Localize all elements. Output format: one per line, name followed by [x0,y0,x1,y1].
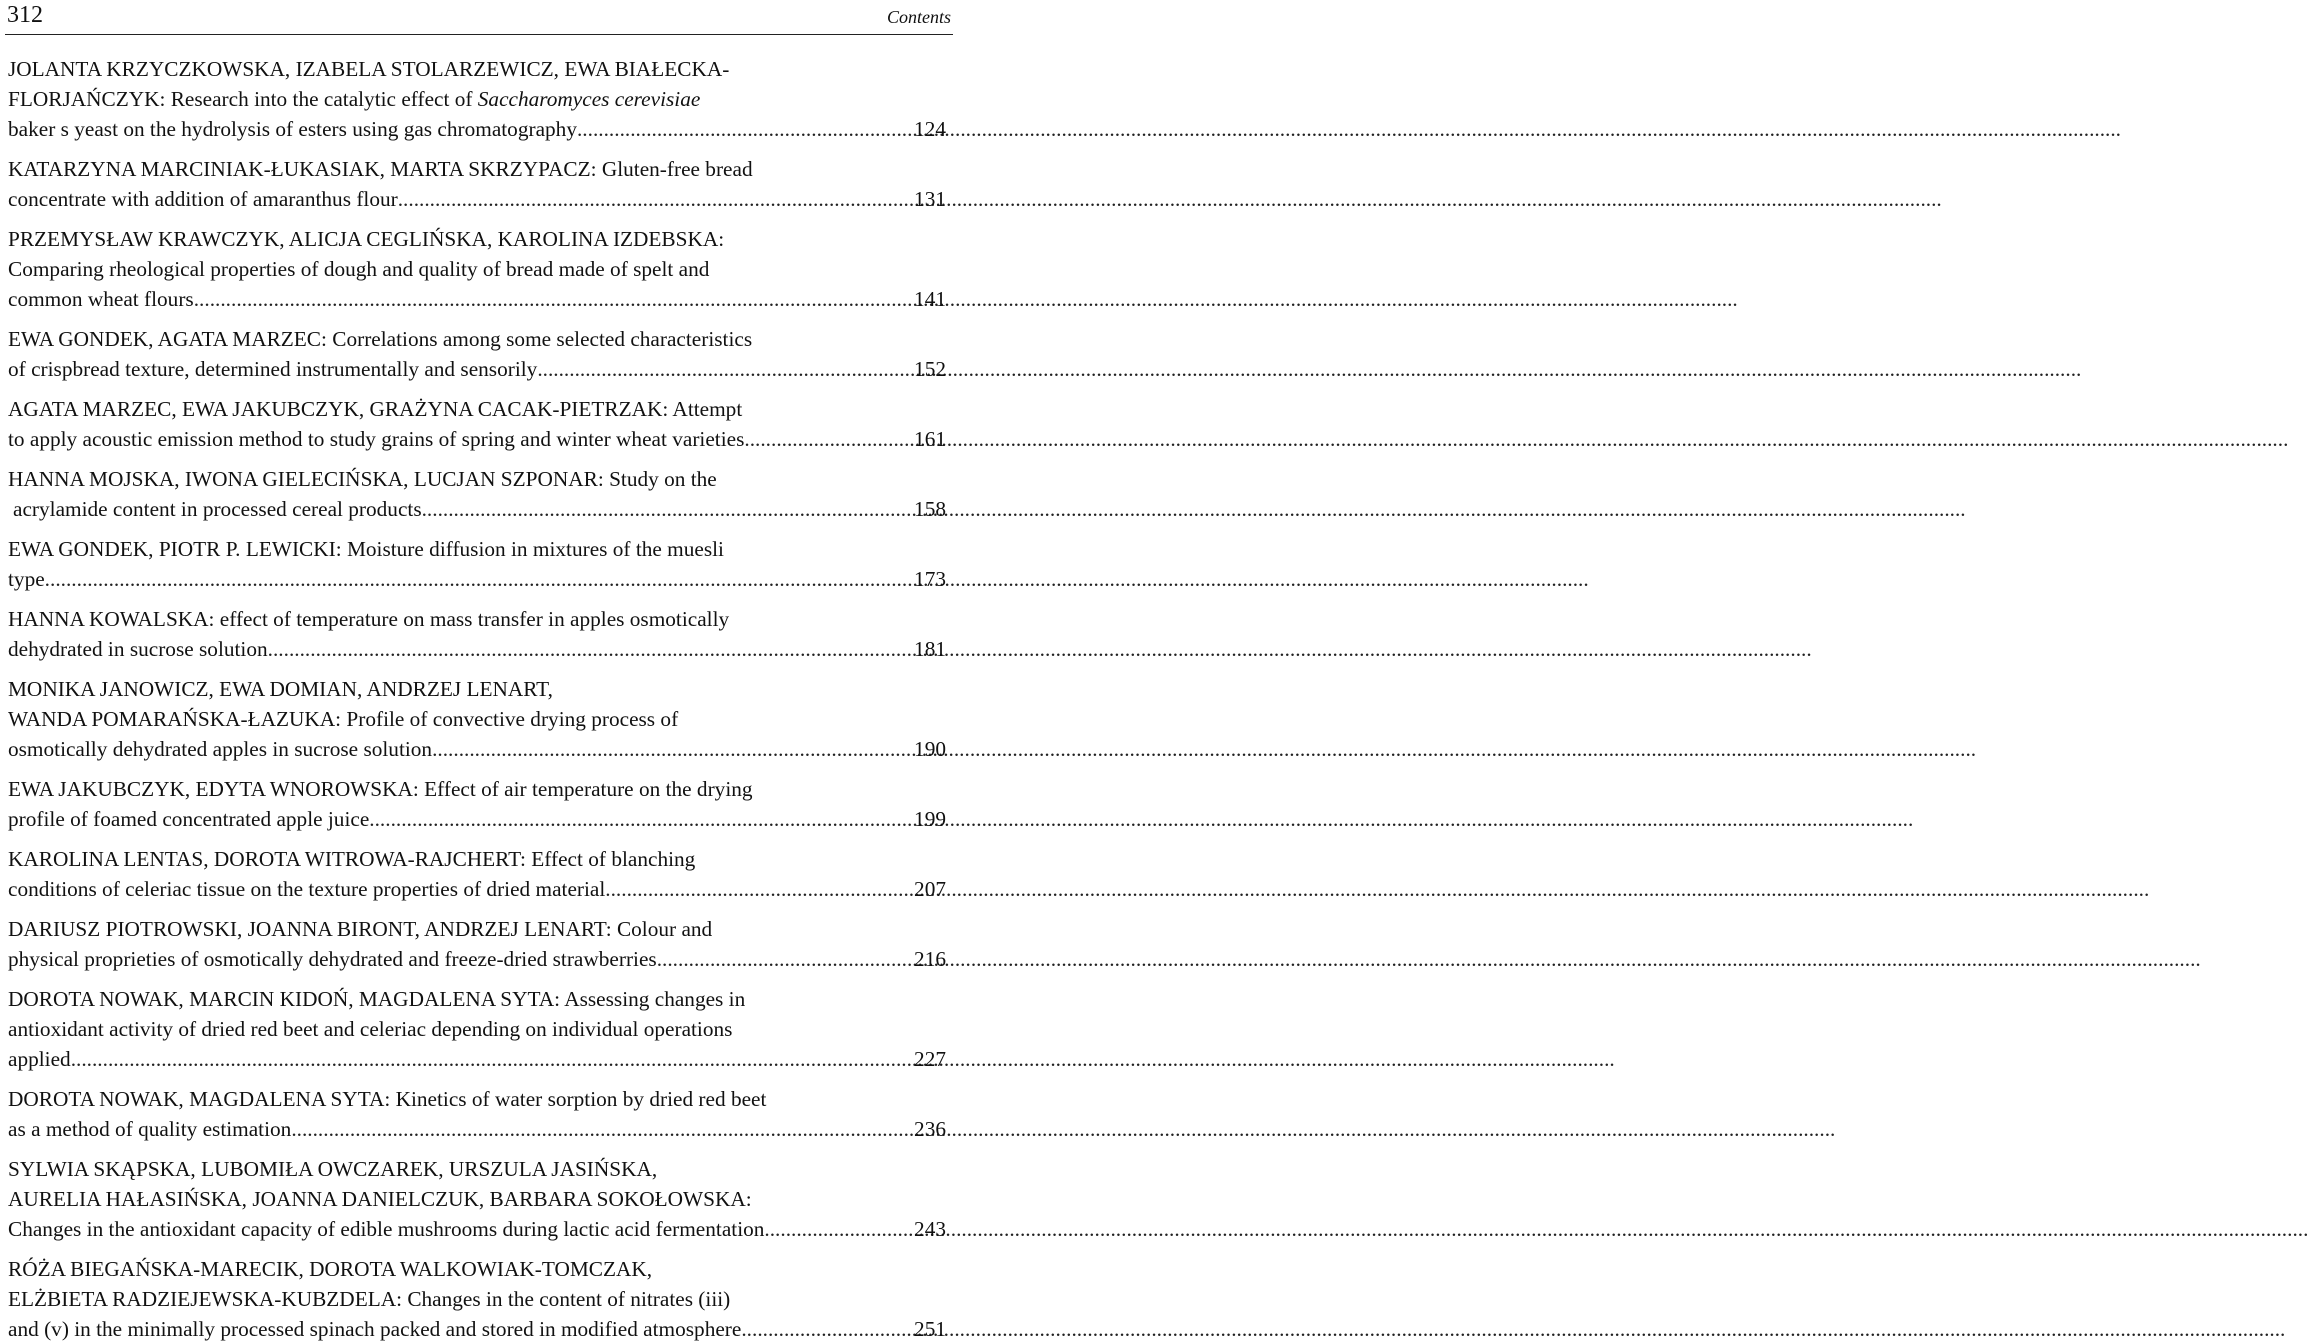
toc-entry-last-line [8,874,946,904]
toc-page-number: 243 [914,1217,946,1241]
toc-page-number: 161 [914,427,946,451]
dot-leader [194,284,912,314]
dot-leader [764,1214,912,1244]
toc-entry-last-line [8,1114,946,1144]
dot-leader [268,634,912,664]
toc-entry-text: dehydrated in sucrose solution [8,637,268,661]
toc-entry-line: antioxidant activity of dried red beet and celeriac depending on individual operations [8,1017,733,1041]
toc-entry-line: DARIUSZ PIOTROWSKI, JOANNA BIRONT, ANDRZEJ LENART: Colour and [8,917,713,941]
toc-entry [8,1154,946,1244]
toc-entry [8,844,946,904]
toc-entry [8,674,946,764]
dot-leader [291,1114,912,1144]
toc-entry [8,324,946,384]
dot-leader [71,1044,912,1074]
toc-page-number: 199 [914,807,946,831]
toc-page-number: 216 [914,947,946,971]
toc-entry-text: type [8,567,45,591]
toc-entry-last-line [8,1214,946,1244]
toc-entry-line: FLORJAŃCZYK: Research into the catalytic effect of Saccharomyces cerevisiae [8,87,701,111]
toc-entry-last-line [8,1044,946,1074]
dot-leader [605,874,912,904]
toc-page-number: 152 [914,357,946,381]
toc-entry-text: as a method of quality estimation [8,1117,292,1141]
toc-entry-line: AGATA MARZEC, EWA JAKUBCZYK, GRAŻYNA CACAK-PIETRZAK: Attempt [8,397,743,421]
toc-entry [8,914,946,974]
toc-entry [8,1084,946,1144]
toc-entry-last-line [8,424,946,454]
toc-entry-line: KAROLINA LENTAS, DOROTA WITROWA-RAJCHERT: Effect of blanching [8,847,696,871]
toc-entry-line: DOROTA NOWAK, MAGDALENA SYTA: Kinetics of water sorption by dried red beet [8,1087,767,1111]
dot-leader [422,494,912,524]
toc-entry-text: profile of foamed concentrated apple juice [8,807,370,831]
toc-entry [8,774,946,834]
toc-entry-last-line [8,944,946,974]
toc-entry-last-line [8,734,946,764]
toc-entry-text: common wheat flours [8,287,194,311]
toc-entry [8,534,946,594]
toc-entry-last-line [8,284,946,314]
toc-page-number: 181 [914,637,946,661]
toc-page-number: 124 [914,117,946,141]
toc-entry-text: physical proprieties of osmotically dehydrated and freeze-dried strawberries [8,947,657,971]
toc-entry-text: Changes in the antioxidant capacity of edible mushrooms during lactic acid fermentation [8,1217,765,1241]
toc-entry-text: of crispbread texture, determined instrumentally and sensorily [8,357,538,381]
toc-entry-line: ELŻBIETA RADZIEJEWSKA-KUBZDELA: Changes in the content of nitrates (iii) [8,1287,731,1311]
dot-leader [45,564,912,594]
toc-entry-last-line [8,564,946,594]
toc-entry-line: DOROTA NOWAK, MARCIN KIDOŃ, MAGDALENA SYTA: Assessing changes in [8,987,746,1011]
toc-entry-last-line [8,804,946,834]
toc-page-number: 141 [914,287,946,311]
toc-page-number: 251 [914,1317,946,1341]
toc-entry-last-line [8,1314,946,1344]
toc-entry-text: applied [8,1047,71,1071]
toc-entry-line: Comparing rheological properties of dough and quality of bread made of spelt and [8,257,710,281]
toc-page-number: 207 [914,877,946,901]
dot-leader [577,114,912,144]
toc-page-number: 190 [914,737,946,761]
dot-leader [369,804,912,834]
toc-entry [8,1254,946,1344]
toc-entry-last-line [8,634,946,664]
toc-page-number: 158 [914,497,946,521]
toc-entry-text: baker s yeast on the hydrolysis of esters using gas chromatography [8,117,577,141]
toc-entry-line: PRZEMYSŁAW KRAWCZYK, ALICJA CEGLIŃSKA, KAROLINA IZDEBSKA: [8,227,725,251]
toc-entry-last-line [8,184,946,214]
toc-entry-line: MONIKA JANOWICZ, EWA DOMIAN, ANDRZEJ LENART, [8,677,553,701]
toc-page-number: 131 [914,187,946,211]
toc-entry-line: HANNA MOJSKA, IWONA GIELECIŃSKA, LUCJAN SZPONAR: Study on the [8,467,717,491]
toc-entry [8,984,946,1074]
toc-page-number: 236 [914,1117,946,1141]
toc-page-number: 227 [914,1047,946,1071]
toc-entry-line: EWA GONDEK, PIOTR P. LEWICKI: Moisture diffusion in mixtures of the muesli [8,537,724,561]
toc-entry-text: and (v) in the minimally processed spinach packed and stored in modified atmosphere [8,1317,742,1341]
toc-entry-line: EWA GONDEK, AGATA MARZEC: Correlations among some selected characteristics [8,327,753,351]
toc-entry-text: concentrate with addition of amaranthus flour [8,187,398,211]
toc-entry [8,394,946,454]
toc-entry [8,464,946,524]
toc-entry [8,154,946,214]
section-label: Contents [886,7,951,27]
toc-entry-last-line [8,354,946,384]
dot-leader [398,184,912,214]
toc-page-number: 173 [914,567,946,591]
toc-entry-line: EWA JAKUBCZYK, EDYTA WNOROWSKA: Effect of air temperature on the drying [8,777,753,801]
dot-leader [657,944,912,974]
page-number: 312 [7,2,43,28]
toc-entry-line: KATARZYNA MARCINIAK-ŁUKASIAK, MARTA SKRZYPACZ: Gluten-free bread [8,157,753,181]
page-header [5,0,953,35]
toc-entry-last-line [8,114,946,144]
toc-entry-line: JOLANTA KRZYCZKOWSKA, IZABELA STOLARZEWICZ, EWA BIAŁECKA- [8,57,730,81]
toc-entry-line: WANDA POMARAŃSKA-ŁAZUKA: Profile of convective drying process of [8,707,679,731]
toc-entry-line: AURELIA HAŁASIŃSKA, JOANNA DANIELCZUK, BARBARA SOKOŁOWSKA: [8,1187,752,1211]
toc-entry-text: osmotically dehydrated apples in sucrose solution [8,737,433,761]
dot-leader [537,354,912,384]
dot-leader [744,424,912,454]
toc-entry-text: acrylamide content in processed cereal products [13,497,422,521]
toc-entry-line: HANNA KOWALSKA: effect of temperature on mass transfer in apples osmotically [8,607,730,631]
toc-entry [8,224,946,314]
toc-entry-text: conditions of celeriac tissue on the texture properties of dried material [8,877,606,901]
toc-entry [8,54,946,144]
toc-entry-line: RÓŻA BIEGAŃSKA-MARECIK, DOROTA WALKOWIAK-TOMCZAK, [8,1257,653,1281]
dot-leader [432,734,912,764]
toc-entry-text: to apply acoustic emission method to study grains of spring and winter wheat varieties [8,427,745,451]
toc-entry-last-line [8,494,946,524]
toc-entry-line: SYLWIA SKĄPSKA, LUBOMIŁA OWCZAREK, URSZULA JASIŃSKA, [8,1157,658,1181]
dot-leader [741,1314,912,1344]
toc-entry [8,604,946,664]
